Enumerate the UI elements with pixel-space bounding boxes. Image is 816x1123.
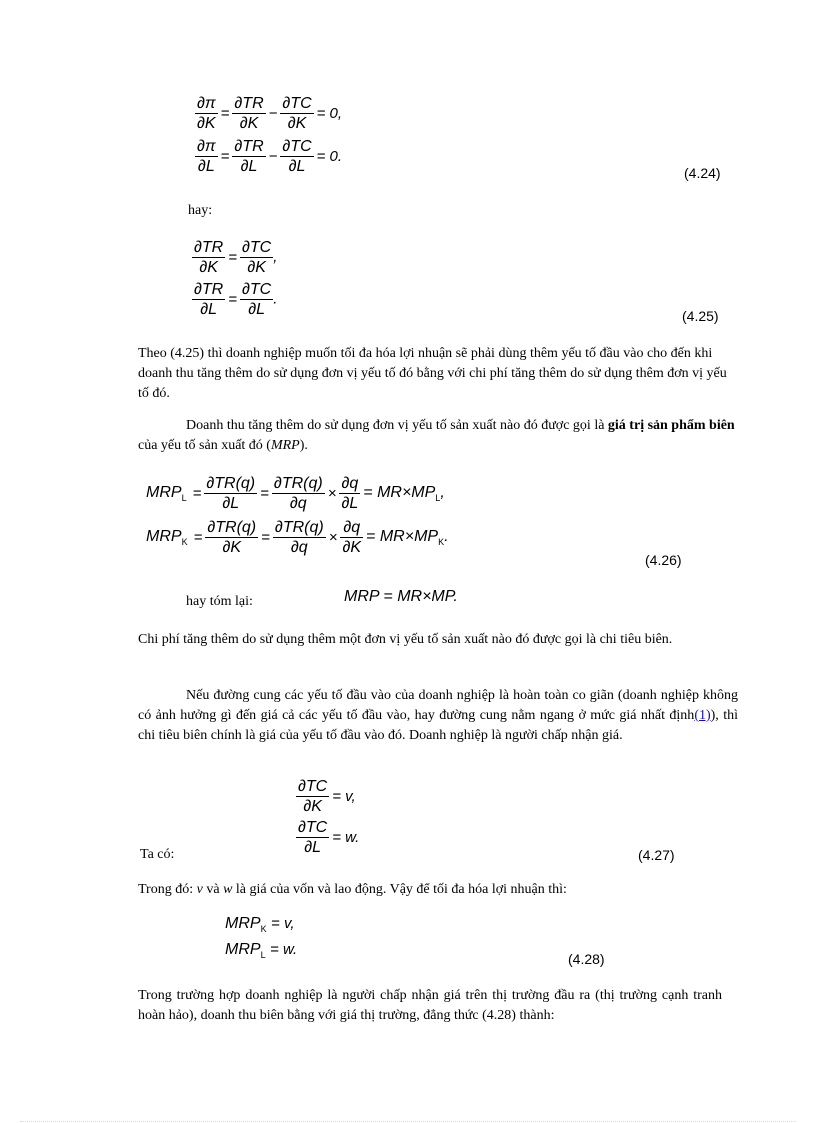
equation-4-26-row-2: $MRP_K$ = $\frac{\partial TR(q)}{\partial K}$ = $\frac{\partial TR(q)}{\partial q}$ × $\frac{\partial q}{\partial K}$ = $MR\times MP_K$.: [146, 519, 449, 556]
paragraph-5: Trong đó: v và w là giá của vốn và lao động. Vậy để tối đa hóa lợi nhuận thì:: [138, 882, 567, 897]
fraction: $\frac{\partial TC}{\partial K}$: [298, 778, 328, 815]
equation-4-28-row-2: $MRP_L = w$.: [225, 941, 298, 961]
paragraph-1: Theo (4.25) thì doanh nghiệp muốn tối đa hóa lợi nhuận sẽ phải dùng thêm yếu tố đầu vào cho đến khi doanh thu tăng thêm do sử dụng đơn vị yếu tố đó bằng với chi phí tăng thêm do sử dụng thêm đơn vị yếu tố đó.: [138, 346, 727, 401]
fraction: $\frac{\partial\pi}{\partial K}$: [197, 95, 216, 132]
fraction: $\frac{\partial TR(q)}{\partial K}$: [207, 519, 257, 556]
page-bottom-border: [20, 1121, 796, 1122]
fraction: $\frac{\partial TC}{\partial L}$: [242, 281, 272, 318]
paragraph-4: Nếu đường cung các yếu tố đầu vào của doanh nghiệp là hoàn toàn co giãn (doanh nghiệp không có ảnh hưởng gì đến giá cả các yếu tố đầu vào, hay đường cung nằm ngang ở mức giá nhất định(1)), thì chi tiêu biên chính là giá của yếu tố đầu vào đó. Doanh nghiệp là người chấp nhận giá.: [138, 688, 738, 743]
equation-4-24-row-2: $\frac{\partial\pi}{\partial L}$ = $\frac{\partial TR}{\partial L}$ − $\frac{\partial TC}{\partial L}$ = 0.: [197, 138, 343, 175]
fraction: $\frac{\partial TR}{\partial L}$: [234, 138, 264, 175]
equation-4-27-row-2: $\frac{\partial TC}{\partial L}$ = w.: [298, 819, 360, 856]
fraction: $\frac{\partial TR}{\partial K}$: [234, 95, 264, 132]
fraction: $\frac{\partial\pi}{\partial L}$: [197, 138, 216, 175]
equation-number-4-26: (4.26): [645, 552, 682, 568]
mrp-summary-equation: MRP = MR×MP.: [344, 588, 458, 605]
fraction: $\frac{\partial TC}{\partial L}$: [282, 138, 312, 175]
fraction: $\frac{\partial TR}{\partial L}$: [194, 281, 224, 318]
paragraph-2: Doanh thu tăng thêm do sử dụng đơn vị yếu tố sản xuất nào đó được gọi là giá trị sản phẩm biên của yếu tố sản xuất đó (MRP).: [138, 418, 735, 453]
ta-co-text: Ta có:: [140, 847, 175, 862]
equation-4-28-row-1: $MRP_K = v$,: [225, 915, 295, 935]
fraction: $\frac{\partial q}{\partial K}$: [342, 519, 362, 556]
fraction: $\frac{\partial TR(q)}{\partial q}$: [274, 519, 324, 556]
equation-4-26-row-1: $MRP_L$ = $\frac{\partial TR(q)}{\partial L}$ = $\frac{\partial TR(q)}{\partial q}$ × $\frac{\partial q}{\partial L}$ = $MR\times MP_L$,: [146, 475, 445, 512]
fraction: $\frac{\partial TR(q)}{\partial q}$: [273, 475, 323, 512]
equation-number-4-25: (4.25): [682, 308, 719, 324]
equation-number-4-27: (4.27): [638, 847, 675, 863]
fraction: $\frac{\partial q}{\partial L}$: [341, 475, 359, 512]
paragraph-3: Chi phí tăng thêm do sử dụng thêm một đơn vị yếu tố sản xuất nào đó được gọi là chi tiêu biên.: [138, 632, 673, 647]
hay-text: hay:: [188, 203, 213, 218]
fraction: $\frac{\partial TC}{\partial K}$: [242, 239, 272, 276]
fraction: $\frac{\partial TC}{\partial L}$: [298, 819, 328, 856]
fraction: $\frac{\partial TC}{\partial K}$: [282, 95, 312, 132]
equation-4-24-row-1: $\frac{\partial\pi}{\partial K}$ = $\frac{\partial TR}{\partial K}$ − $\frac{\partial TC}{\partial K}$ = 0,: [197, 95, 343, 132]
fraction: $\frac{\partial TR(q)}{\partial L}$: [206, 475, 256, 512]
equation-4-25-row-1: $\frac{\partial TR}{\partial K}$ = $\frac{\partial TC}{\partial K}$ ,: [194, 239, 278, 276]
equation-4-27-row-1: $\frac{\partial TC}{\partial K}$ = v,: [298, 778, 356, 815]
equation-4-25-row-2: $\frac{\partial TR}{\partial L}$ = $\frac{\partial TC}{\partial L}$ .: [194, 281, 278, 318]
footnote-link[interactable]: (1): [694, 708, 711, 723]
equation-number-4-24: (4.24): [684, 165, 721, 181]
hay-tom-lai-text: hay tóm lại:: [186, 594, 253, 609]
paragraph-6: Trong trường hợp doanh nghiệp là người chấp nhận giá trên thị trường đầu ra (thị trường cạnh tranh hoàn hảo), doanh thu biên bằng với giá thị trường, đẳng thức (4.28) thành:: [138, 988, 722, 1023]
equation-number-4-28: (4.28): [568, 951, 605, 967]
fraction: $\frac{\partial TR}{\partial K}$: [194, 239, 224, 276]
